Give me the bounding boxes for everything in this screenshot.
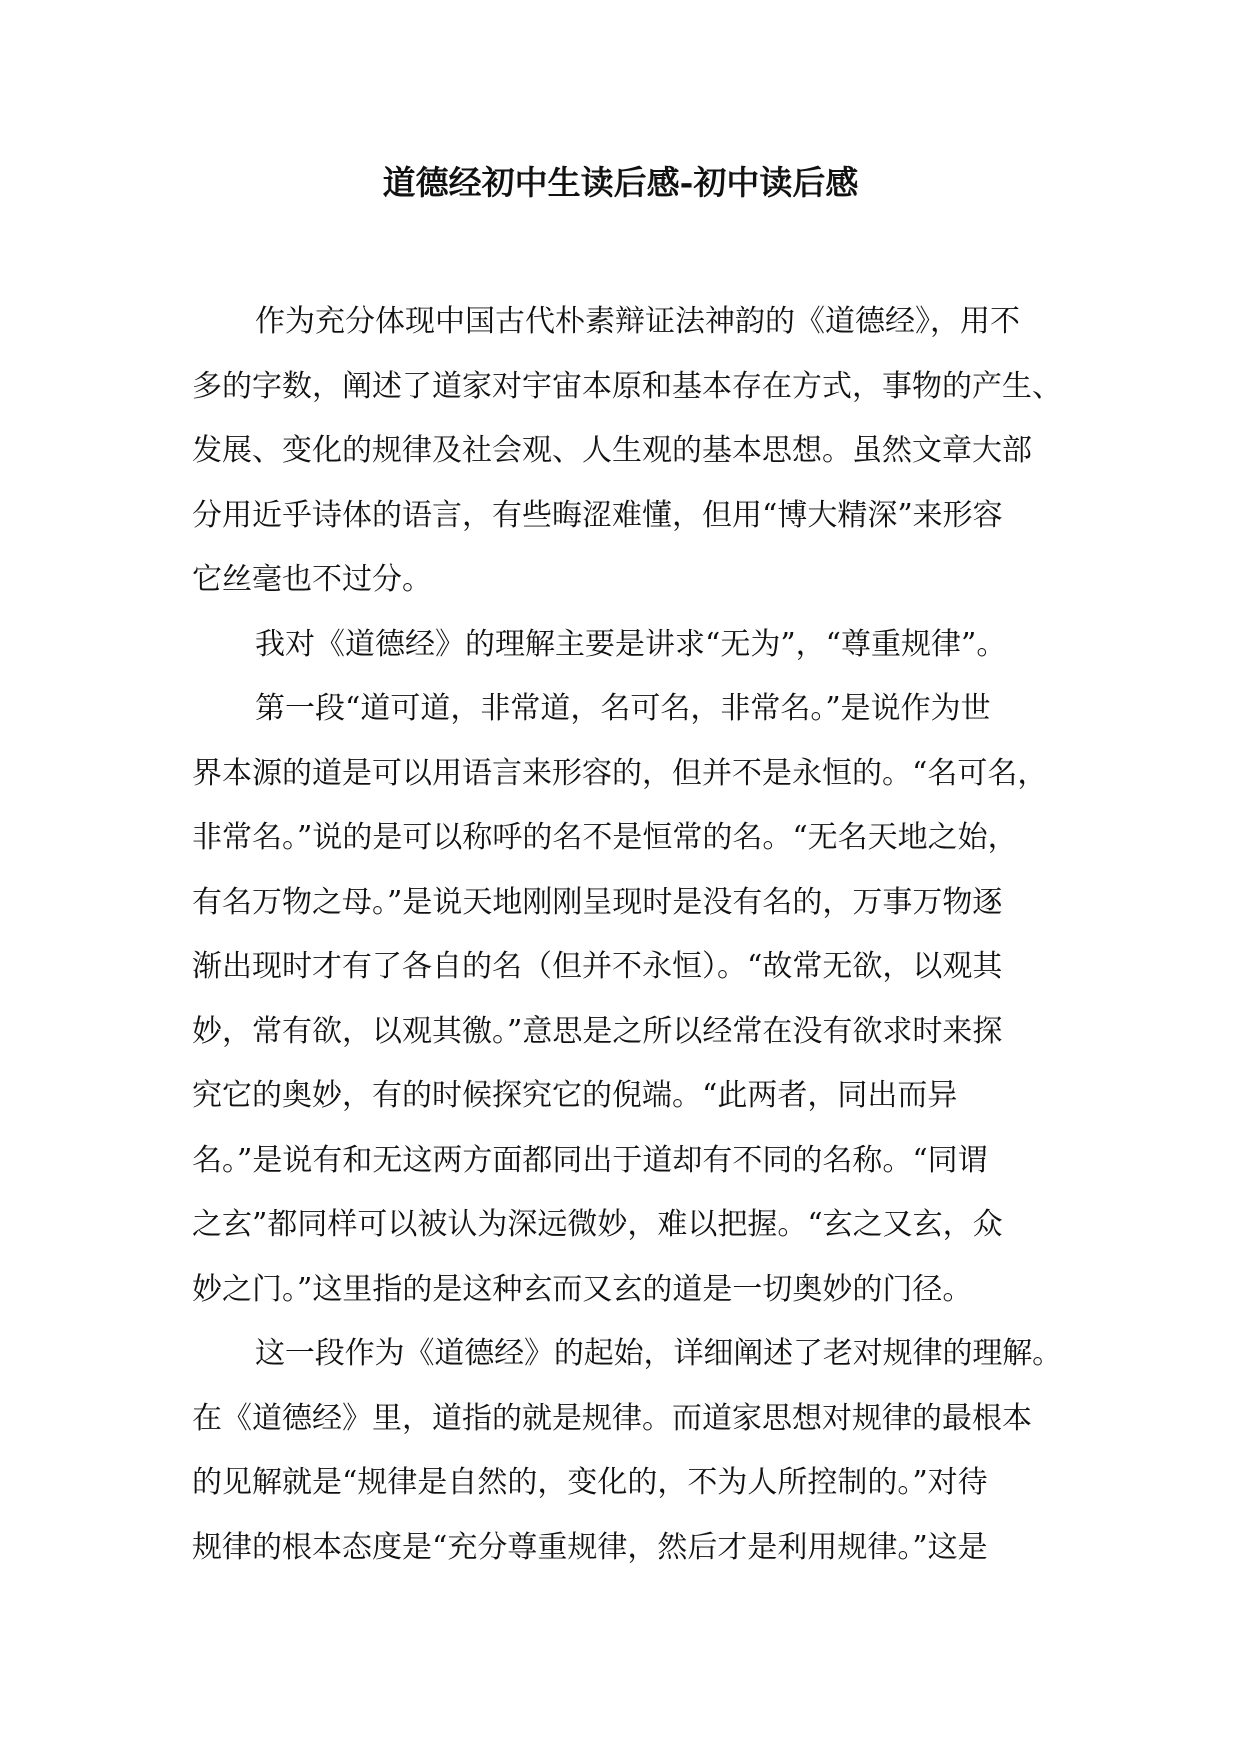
text-line: 发展、变化的规律及社会观、人生观的基本思想。虽然文章大部 [192, 433, 1032, 468]
text-line: 究它的奥妙，有的时候探究它的倪端。“此两者，同出而异 [192, 1078, 958, 1113]
document-body [192, 290, 1062, 1580]
text-line: 妙之门。”这里指的是这种玄而又玄的道是一切奥妙的门径。 [192, 1271, 973, 1307]
text-line: 这一段作为《道德经》的起始，详细阐述了老对规律的理解。 [255, 1336, 1062, 1371]
text-line: 的见解就是“规律是自然的，变化的，不为人所控制的。”对待 [192, 1465, 988, 1500]
text-line: 界本源的道是可以用语言来形容的，但并不是永恒的。“名可名， [192, 755, 1048, 791]
text-line: 作为充分体现中国古代朴素辩证法神韵的《道德经》，用不 [255, 304, 1020, 339]
text-line: 我对《道德经》的理解主要是讲求“无为”，“尊重规律”。 [255, 626, 1007, 662]
text-line: 多的字数，阐述了道家对宇宙本原和基本存在方式，事物的产生、 [192, 368, 1062, 404]
document-title: 道德经初中生读后感-初中读后感 [382, 163, 859, 202]
text-line: 分用近乎诗体的语言，有些晦涩难懂，但用“博大精深”来形容 [192, 497, 1003, 533]
text-line: 名。”是说有和无这两方面都同出于道却有不同的名称。“同谓 [192, 1142, 988, 1178]
text-line: 非常名。”说的是可以称呼的名不是恒常的名。“无名天地之始， [192, 820, 1018, 855]
text-line: 规律的根本态度是“充分尊重规律，然后才是利用规律。”这是 [192, 1529, 988, 1565]
text-line: 第一段“道可道，非常道，名可名，非常名。”是说作为世 [255, 691, 991, 726]
text-line: 妙，常有欲，以观其徼。”意思是之所以经常在没有欲求时来探 [192, 1013, 1003, 1049]
text-line: 渐出现时才有了各自的名（但并不永恒）。“故常无欲，以观其 [192, 949, 1003, 984]
text-line: 之玄”都同样可以被认为深远微妙，难以把握。“玄之又玄，众 [192, 1207, 1003, 1242]
text-line: 有名万物之母。”是说天地刚刚呈现时是没有名的，万事万物逐 [192, 884, 1003, 920]
text-line: 在《道德经》里，道指的就是规律。而道家思想对规律的最根本 [192, 1400, 1032, 1436]
text-line: 它丝毫也不过分。 [192, 562, 432, 597]
